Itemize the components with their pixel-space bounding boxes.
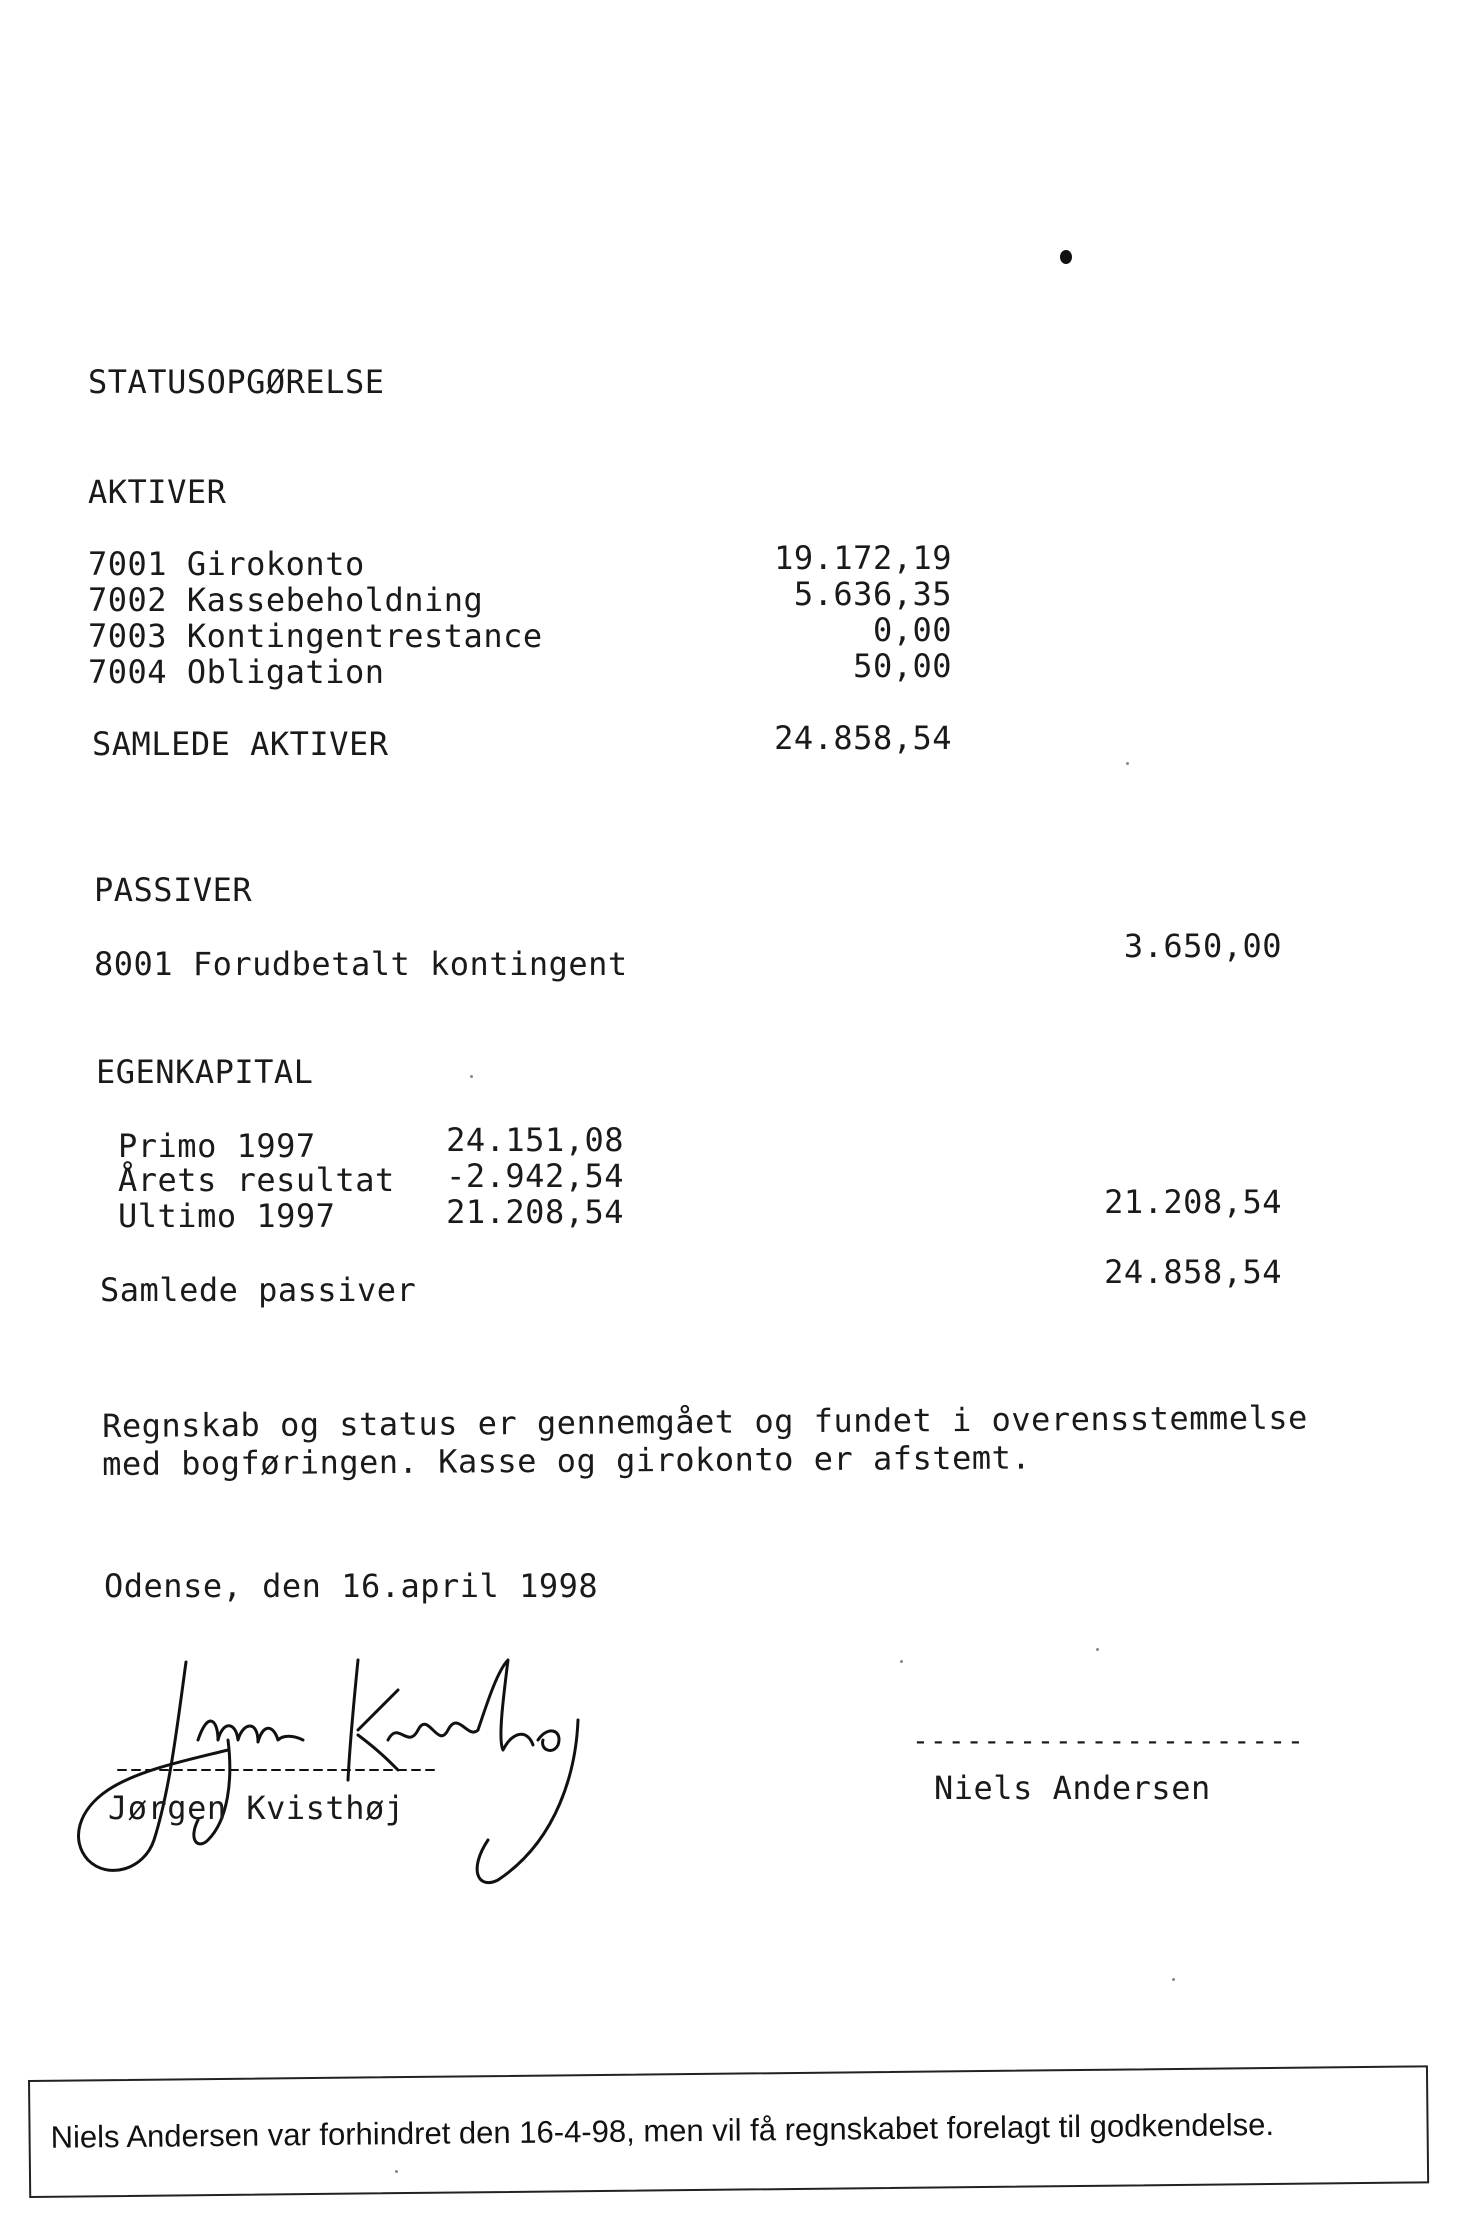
passiver-heading: PASSIVER [94,871,253,909]
statement-line-2: med bogføringen. Kasse og girokonto er afstemt. [101,1438,1032,1483]
ink-speck [1172,1978,1175,1981]
document-title: STATUSOPGØRELSE [88,363,385,401]
ink-speck [1126,762,1129,765]
signature-stroke-oj [477,1720,578,1883]
aktiver-row-label: 7003 Kontingentrestance [88,617,543,655]
left-signatory-name: Jørgen Kvisthøj [108,1789,405,1827]
ink-speck [1096,1648,1099,1651]
egenkapital-row-amount: 24.151,08 [446,1121,624,1159]
aktiver-row-amount: 5.636,35 [793,575,952,613]
passiver-row-amount: 3.650,00 [1123,927,1282,965]
aktiver-row-label: 7001 Girokonto [88,545,365,583]
egenkapital-row-label: Ultimo 1997 [118,1197,336,1235]
signature-stroke-k [348,1660,398,1780]
egenkapital-total-amount: 21.208,54 [1104,1183,1282,1221]
ink-speck [900,1660,903,1663]
aktiver-heading: AKTIVER [88,473,227,511]
aktiver-row-amount: 50,00 [853,647,952,685]
ink-speck [1060,250,1072,264]
right-signatory-name: Niels Andersen [934,1769,1211,1807]
aktiver-row-amount: 19.172,19 [774,539,952,577]
handwritten-signature [58,1640,658,1890]
egenkapital-row-amount: 21.208,54 [446,1193,624,1231]
right-signature-line: ---------------------- [912,1724,1305,1757]
statement-line-1: Regnskab og status er gennemgået og fundet i overensstemmelse [101,1398,1308,1445]
signature-stroke-rgen [198,1721,303,1742]
note-text: Niels Andersen var forhindret den 16-4-98, men vil få regnskabet forelagt til godkendelse. [50,2106,1275,2155]
handwritten-note-box [28,2065,1429,2198]
egenkapital-row-amount: -2.942,54 [446,1157,624,1195]
egenkapital-heading: EGENKAPITAL [96,1053,314,1091]
egenkapital-row-label: Primo 1997 [118,1127,316,1165]
signature-stroke-j [78,1662,228,1870]
aktiver-total-label: SAMLEDE AKTIVER [92,725,389,763]
egenkapital-row-label: Årets resultat [118,1161,395,1199]
samlede-passiver-label: Samlede passiver [100,1271,417,1309]
aktiver-total-amount: 24.858,54 [774,719,952,757]
place-date: Odense, den 16.april 1998 [104,1567,599,1605]
aktiver-row-label: 7002 Kassebeholdning [88,581,484,619]
aktiver-row-amount: 0,00 [872,611,952,649]
ink-speck [470,1075,473,1078]
aktiver-row-label: 7004 Obligation [88,653,385,691]
samlede-passiver-amount: 24.858,54 [1104,1253,1282,1291]
signature-stroke-visth [388,1660,533,1750]
passiver-row-label: 8001 Forudbetalt kontingent [94,945,628,983]
